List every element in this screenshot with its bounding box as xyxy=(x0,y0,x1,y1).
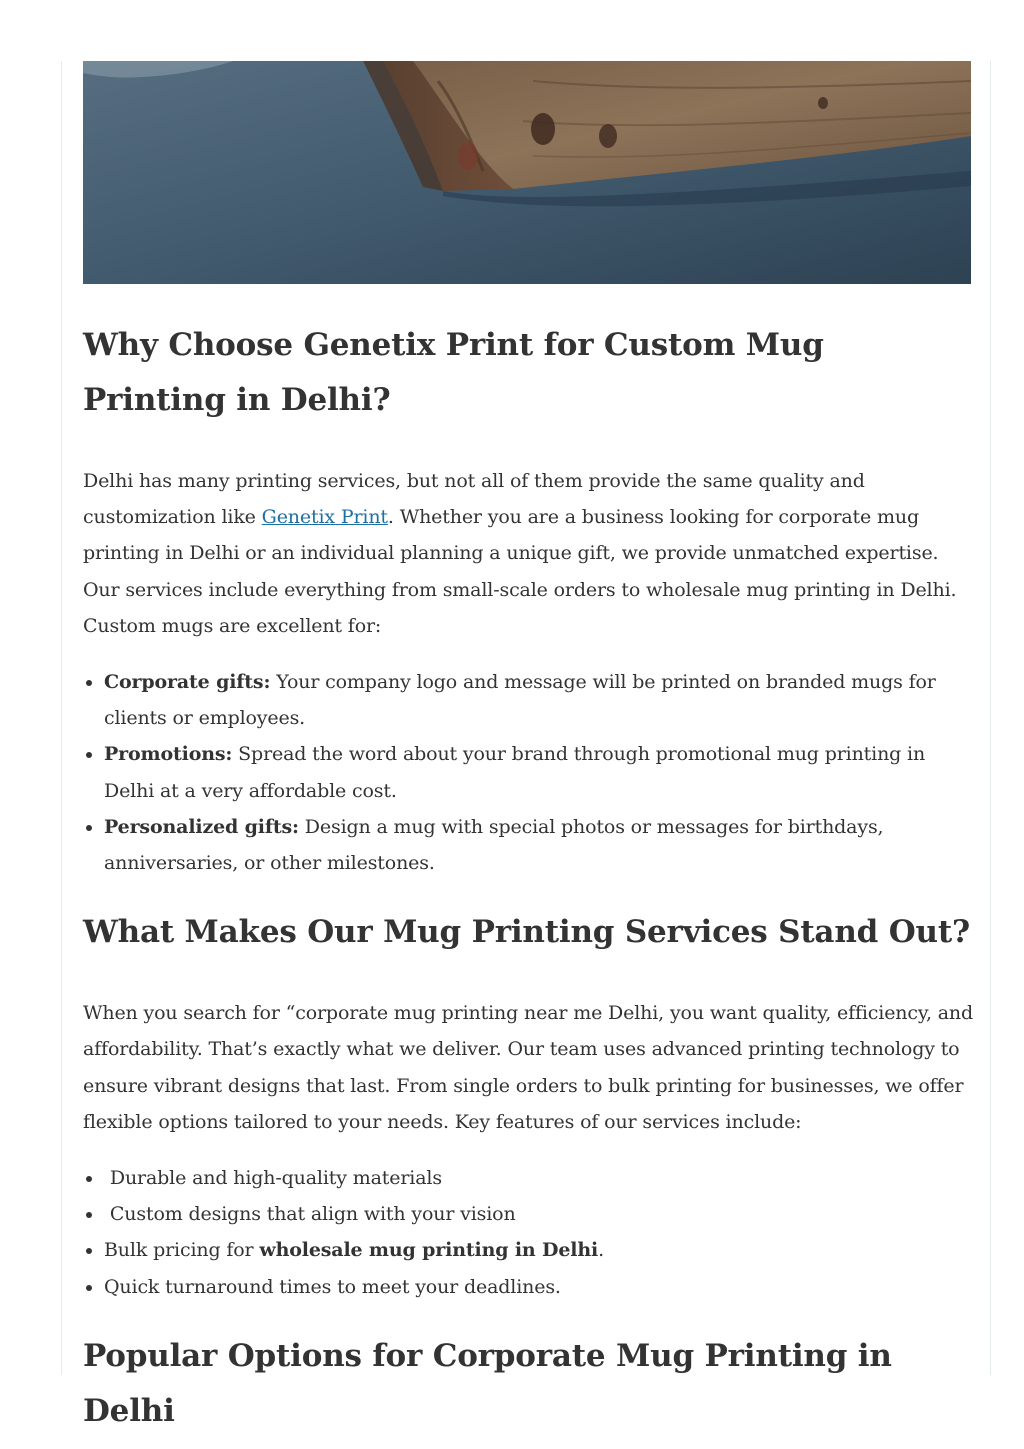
list-item-title: Personalized gifts: xyxy=(104,815,299,838)
features-list xyxy=(83,1160,973,1305)
list-item-text: Spread the word about your brand through promotional mug printing in Delhi at a very affordable cost. xyxy=(104,743,926,802)
list-item-text: . xyxy=(598,1239,604,1262)
intro-text-start: Delhi has many printing services, but not all of them provide the same quality and customization like xyxy=(83,470,865,529)
intro-paragraph xyxy=(83,463,973,644)
wooden-board-photo xyxy=(83,61,971,284)
genetix-print-link[interactable]: Genetix Print xyxy=(261,506,388,529)
list-item-title: Promotions: xyxy=(104,743,233,766)
section-heading-stand-out: What Makes Our Mug Printing Services Stand Out? xyxy=(83,914,970,951)
list-item-text: Custom designs that align with your vision xyxy=(104,1203,516,1226)
list-item-text: Quick turnaround times to meet your deadlines. xyxy=(104,1275,561,1298)
list-item-text: Your company logo and message will be printed on branded mugs for clients or employees. xyxy=(104,671,936,730)
list-item-text: Durable and high-quality materials xyxy=(104,1167,442,1190)
list-item xyxy=(104,1269,973,1305)
list-item-title: Corporate gifts: xyxy=(104,671,271,694)
section-heading-why-choose: Why Choose Genetix Print for Custom Mug Printing in Delhi? xyxy=(83,327,824,418)
article-content xyxy=(83,318,973,1439)
list-item xyxy=(104,1232,973,1268)
intro-text-end: . Whether you are a business looking for corporate mug printing in Delhi or an individual planning a unique gift, we provide unmatched expertise. Our services include everything from small-scale orders to wholesale mug printing in Delhi. Custom mugs are excellent for: xyxy=(83,506,957,637)
features-paragraph: When you search for “corporate mug printing near me Delhi, you want quality, efficiency, and affordability. That’s exactly what we deliver. Our team uses advanced printing technology to ensure vibrant designs that last. From single orders to bulk printing for businesses, we offer flexible options tailored to your needs. Key features of our services include: xyxy=(83,1002,973,1133)
list-item xyxy=(104,1160,973,1196)
list-item xyxy=(104,736,973,808)
section-heading-popular-options: Popular Options for Corporate Mug Printing in Delhi xyxy=(83,1337,892,1429)
list-item xyxy=(104,664,973,736)
list-item-text: Design a mug with special photos or messages for birthdays, anniversaries, or other milestones. xyxy=(104,815,884,875)
hero-image xyxy=(83,61,971,284)
list-item xyxy=(104,809,973,881)
list-item xyxy=(104,1196,973,1232)
list-item-text: Bulk pricing for xyxy=(104,1239,260,1262)
list-item-bold-text: wholesale mug printing in Delhi xyxy=(259,1239,599,1262)
uses-list xyxy=(83,664,973,881)
